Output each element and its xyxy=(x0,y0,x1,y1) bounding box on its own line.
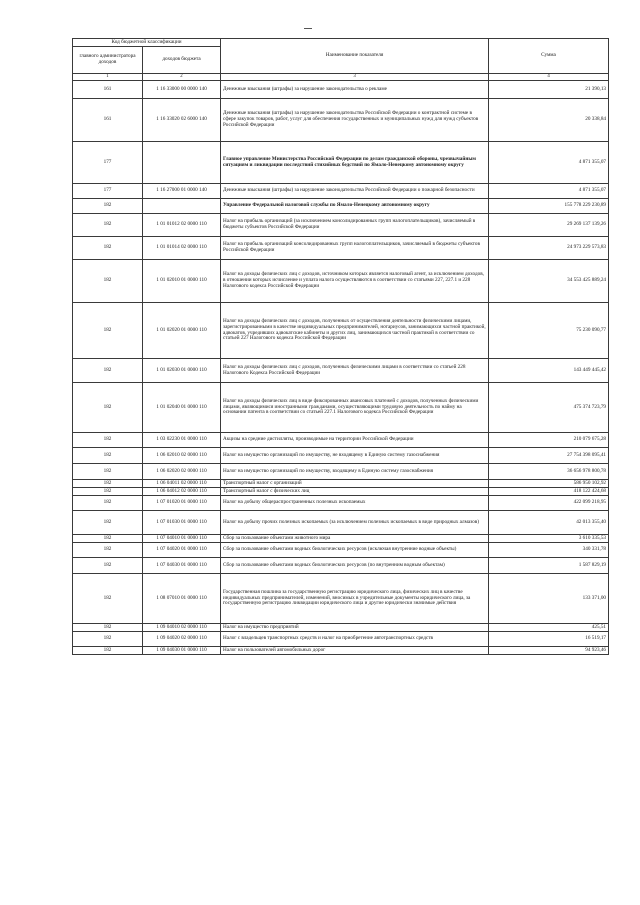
sum-cell: 16 519,17 xyxy=(489,632,609,647)
table-row xyxy=(73,647,609,655)
header-revenue-type: доходов бюджета xyxy=(143,47,221,74)
page-number-mark xyxy=(304,28,312,29)
admin-code-cell: 182 xyxy=(73,574,143,624)
table-row xyxy=(73,624,609,632)
revenue-code-cell: 1 06 04011 02 0000 110 xyxy=(143,480,221,488)
indicator-name-cell: Сбор за пользование объектами водных биологических ресурсов (исключая внутренние водные объекты) xyxy=(221,543,489,558)
table-row xyxy=(73,237,609,260)
sum-cell: 143 449 445,42 xyxy=(489,359,609,383)
indicator-name-cell: Налог на добычу прочих полезных ископаемых (за исключением полезных ископаемых в виде природных алмазов) xyxy=(221,511,489,535)
indicator-name-cell: Акцизы на средние дистилляты, производимые на территории Российской Федерации xyxy=(221,433,489,448)
table-row xyxy=(73,574,609,624)
indicator-name-cell: Денежные взыскания (штрафы) за нарушение законодательства Российской Федерации о контрактной системе в сфере закупок товаров, работ, услуг для обеспечения государственных и муниципальных нужд для нужд субъектов Российской Федерации xyxy=(221,99,489,142)
table-row xyxy=(73,511,609,535)
admin-code-cell: 182 xyxy=(73,511,143,535)
table-row xyxy=(73,383,609,433)
sum-cell: 42 013 355,40 xyxy=(489,511,609,535)
indicator-name-cell: Налог на имущество организаций по имуществу, входящему в Единую систему газоснабжения xyxy=(221,464,489,480)
admin-code-cell: 182 xyxy=(73,303,143,359)
sum-cell: 418 122 424,68 xyxy=(489,488,609,496)
admin-code-cell: 182 xyxy=(73,480,143,488)
indicator-name-cell: Управление Федеральной налоговой службы по Ямало-Ненецкому автономному округу xyxy=(221,199,489,214)
indicator-name-cell: Денежные взыскания (штрафы) за нарушение законодательства Российской Федерации о пожарной безопасности xyxy=(221,184,489,199)
column-number: 3 xyxy=(221,74,489,81)
indicator-name-cell: Главное управление Министерства Российской Федерации по делам гражданской обороны, чрезвычайным ситуациям и ликвидации последствий стихийных бедствий по Ямало-Ненецкому автономному округу xyxy=(221,142,489,184)
revenue-code-cell: 1 07 04010 01 0000 110 xyxy=(143,535,221,543)
sum-cell: 210 079 675,28 xyxy=(489,433,609,448)
admin-code-cell: 182 xyxy=(73,632,143,647)
revenue-code-cell: 1 09 04030 01 0000 110 xyxy=(143,647,221,655)
sum-cell: 4 871 355,07 xyxy=(489,142,609,184)
revenue-code-cell: 1 16 33000 00 0000 140 xyxy=(143,81,221,99)
sum-cell: 24 973 229 573,83 xyxy=(489,237,609,260)
indicator-name-cell: Государственная пошлина за государственную регистрацию юридического лица, физических лиц в качестве индивидуальных предпринимателей, изменений, вносимых в учредительные документы юридического лица, за государственную регистрацию ликвидации юридического лица и другие юридически значимые действия xyxy=(221,574,489,624)
indicator-name-cell: Денежные взыскания (штрафы) за нарушение законодательства о рекламе xyxy=(221,81,489,99)
sum-cell: 29 269 137 139,26 xyxy=(489,214,609,237)
indicator-name-cell: Налог на пользователей автомобильных дорог xyxy=(221,647,489,655)
indicator-name-cell: Транспортный налог с организаций xyxy=(221,480,489,488)
revenue-code-cell: 1 16 27000 01 0000 140 xyxy=(143,184,221,199)
table-row xyxy=(73,359,609,383)
sum-cell: 1 587 829,19 xyxy=(489,558,609,574)
admin-code-cell: 182 xyxy=(73,359,143,383)
indicator-name-cell: Налог на доходы физических лиц с доходов, полученных от осуществления деятельности физическими лицами, зарегистрированными в качестве индивидуальных предпринимателей, нотариусов, занимающихся частной практикой, адвокатов, учредивших адвокатские кабинеты и других лиц, занимающихся частной практикой в соответствии со статьей 227 Налогового кодекса Российской Федерации xyxy=(221,303,489,359)
revenue-code-cell: 1 06 02010 02 0000 110 xyxy=(143,448,221,464)
indicator-name-cell: Налог на доходы физических лиц в виде фиксированных авансовых платежей с доходов, полученных физическими лицами, являющимися иностранными гражданами, осуществляющими трудовую деятельность по найму на основании патента в соответствии со статьей 227.1 Налогового кодекса Российской Федерации xyxy=(221,383,489,433)
table-row xyxy=(73,433,609,448)
revenue-code-cell: 1 01 02020 01 0000 110 xyxy=(143,303,221,359)
indicator-name-cell: Налог на доходы физических лиц с доходов, источником которых является налоговый агент, за исключением доходов, в отношении которых исчисление и уплата налога осуществляются в соответствии со статьями 227, 227.1 и 228 Налогового кодекса Российской Федерации xyxy=(221,260,489,303)
indicator-name-cell: Налог с владельцев транспортных средств и налог на приобретение автотранспортных средств xyxy=(221,632,489,647)
revenue-code-cell: 1 03 02230 01 0000 110 xyxy=(143,433,221,448)
indicator-name-cell: Налог на добычу общераспространенных полезных ископаемых xyxy=(221,496,489,511)
sum-cell: 4 871 355,07 xyxy=(489,184,609,199)
column-number: 2 xyxy=(143,74,221,81)
admin-code-cell: 161 xyxy=(73,99,143,142)
sum-cell: 586 950 102,92 xyxy=(489,480,609,488)
table-row xyxy=(73,496,609,511)
table-row xyxy=(73,448,609,464)
admin-code-cell: 161 xyxy=(73,81,143,99)
indicator-name-cell: Налог на имущество организаций по имуществу, не входящему в Единую систему газоснабжения xyxy=(221,448,489,464)
admin-code-cell: 182 xyxy=(73,237,143,260)
admin-code-cell: 182 xyxy=(73,464,143,480)
indicator-name-cell: Налог на доходы физических лиц с доходов, полученных физическими лицами в соответствии со статьей 228 Налогового Кодекса Российской Федерации xyxy=(221,359,489,383)
table-row xyxy=(73,480,609,488)
sum-cell: 27 754 398 095,41 xyxy=(489,448,609,464)
sum-cell: 94 923,46 xyxy=(489,647,609,655)
admin-code-cell: 182 xyxy=(73,433,143,448)
revenue-code-cell: 1 07 04020 01 0000 110 xyxy=(143,543,221,558)
table-row xyxy=(73,184,609,199)
header-indicator-name: Наименование показателя xyxy=(221,39,489,74)
revenue-code-cell xyxy=(143,199,221,214)
revenue-code-cell: 1 06 04012 02 0000 110 xyxy=(143,488,221,496)
table-row xyxy=(73,199,609,214)
table-row xyxy=(73,214,609,237)
revenue-code-cell: 1 01 01014 02 0000 110 xyxy=(143,237,221,260)
revenue-code-cell: 1 09 04020 02 0000 110 xyxy=(143,632,221,647)
table-row xyxy=(73,81,609,99)
sum-cell: 340 331,78 xyxy=(489,543,609,558)
revenue-code-cell: 1 01 02010 01 0000 110 xyxy=(143,260,221,303)
admin-code-cell: 182 xyxy=(73,488,143,496)
revenue-code-cell: 1 16 33020 02 6000 140 xyxy=(143,99,221,142)
revenue-code-cell: 1 07 01030 01 0000 110 xyxy=(143,511,221,535)
table-body xyxy=(73,81,609,655)
indicator-name-cell: Сбор за пользование объектами животного мира xyxy=(221,535,489,543)
sum-cell: 475 374 723,79 xyxy=(489,383,609,433)
header-sum: Сумма xyxy=(489,39,609,74)
admin-code-cell: 182 xyxy=(73,543,143,558)
table-row xyxy=(73,632,609,647)
table-row xyxy=(73,99,609,142)
sum-cell: 425,51 xyxy=(489,624,609,632)
indicator-name-cell: Налог на прибыль организаций (за исключением консолидированных групп налогоплательщиков), зачисляемый в бюджеты субъектов Российской Федерации xyxy=(221,214,489,237)
header-chief-administrator: главного администратора доходов xyxy=(73,47,143,74)
sum-cell: 75 230 090,77 xyxy=(489,303,609,359)
indicator-name-cell: Транспортный налог с физических лиц xyxy=(221,488,489,496)
revenue-code-cell: 1 09 04010 02 0000 110 xyxy=(143,624,221,632)
table-row xyxy=(73,142,609,184)
revenue-code-cell: 1 01 01012 02 0000 110 xyxy=(143,214,221,237)
table-row xyxy=(73,488,609,496)
table-row xyxy=(73,260,609,303)
admin-code-cell: 182 xyxy=(73,496,143,511)
column-number: 4 xyxy=(489,74,609,81)
column-number: 1 xyxy=(73,74,143,81)
admin-code-cell: 177 xyxy=(73,184,143,199)
revenue-code-cell: 1 07 04030 01 0000 110 xyxy=(143,558,221,574)
admin-code-cell: 182 xyxy=(73,383,143,433)
table-row xyxy=(73,303,609,359)
admin-code-cell: 177 xyxy=(73,142,143,184)
sum-cell: 155 778 229 230,89 xyxy=(489,199,609,214)
sum-cell: 36 656 978 800,78 xyxy=(489,464,609,480)
admin-code-cell: 182 xyxy=(73,624,143,632)
admin-code-cell: 182 xyxy=(73,448,143,464)
admin-code-cell: 182 xyxy=(73,558,143,574)
admin-code-cell: 182 xyxy=(73,647,143,655)
header-budget-classification: Код бюджетной классификации xyxy=(73,39,221,47)
revenue-code-cell xyxy=(143,142,221,184)
sum-cell: 422 099 218,95 xyxy=(489,496,609,511)
budget-revenue-table xyxy=(72,38,609,655)
revenue-code-cell: 1 06 02020 02 0000 110 xyxy=(143,464,221,480)
revenue-code-cell: 1 07 01020 01 0000 110 xyxy=(143,496,221,511)
sum-cell: 3 610 335,53 xyxy=(489,535,609,543)
table-row xyxy=(73,543,609,558)
indicator-name-cell: Налог на имущество предприятий xyxy=(221,624,489,632)
admin-code-cell: 182 xyxy=(73,199,143,214)
sum-cell: 21 390,13 xyxy=(489,81,609,99)
table-row xyxy=(73,558,609,574)
indicator-name-cell: Налог на прибыль организаций консолидированных групп налогоплательщиков, зачисляемый в бюджеты субъектов Российской Федерации xyxy=(221,237,489,260)
sum-cell: 20 338,84 xyxy=(489,99,609,142)
table-row xyxy=(73,464,609,480)
indicator-name-cell: Сбор за пользование объектами водных биологических ресурсов (по внутренним водным объектам) xyxy=(221,558,489,574)
admin-code-cell: 182 xyxy=(73,214,143,237)
admin-code-cell: 182 xyxy=(73,535,143,543)
admin-code-cell: 182 xyxy=(73,260,143,303)
revenue-code-cell: 1 01 02030 01 0000 110 xyxy=(143,359,221,383)
table-row xyxy=(73,535,609,543)
sum-cell: 133 371,00 xyxy=(489,574,609,624)
sum-cell: 34 553 425 889,24 xyxy=(489,260,609,303)
revenue-code-cell: 1 08 07010 01 0000 110 xyxy=(143,574,221,624)
revenue-code-cell: 1 01 02040 01 0000 110 xyxy=(143,383,221,433)
